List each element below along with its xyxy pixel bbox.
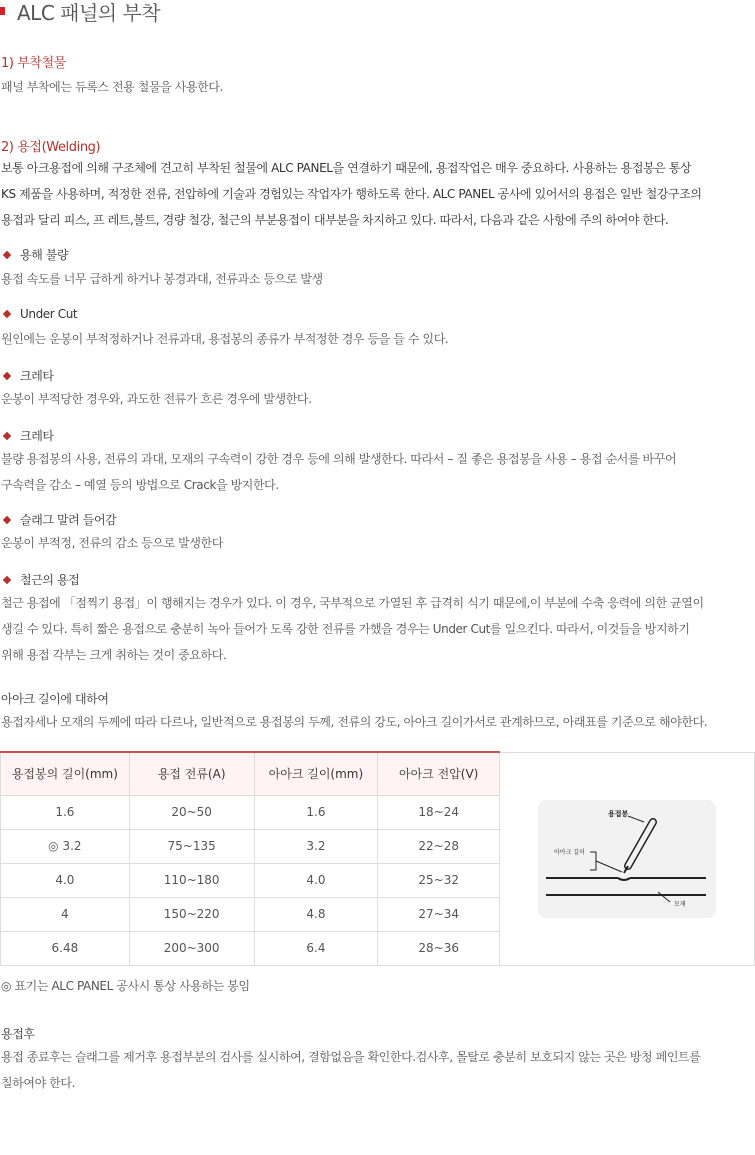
welding-diagram-figure (538, 800, 716, 918)
bullet-fusion-defect (1, 246, 68, 263)
table-header-rod-length: 용접봉의 길이(mm) (1, 752, 130, 795)
table-cell: 27~34 (378, 897, 500, 931)
welding-intro-line: 용접과 달리 피스, 프 레트,볼트, 경량 철강, 철근의 부분용접이 대부분을 차지하고 있다. 따라서, 다음과 같은 사항에 주의 하여야 한다. (1, 213, 669, 227)
section-heading-attachment-hardware: 1) 부착철물 (1, 56, 66, 71)
welding-intro-line: 보통 아크용접에 의해 구조체에 견고히 부착된 철물에 ALC PANEL을 연결하기 때문에, 용접작업은 매우 중요하다. 사용하는 용접봉은 통상 (1, 161, 692, 175)
bullet-title: 철근의 용접 (20, 573, 80, 587)
welding-diagram-cell (500, 752, 755, 965)
welding-intro (1, 155, 751, 233)
after-welding-text (1, 1044, 751, 1096)
table-cell: 6.48 (1, 931, 130, 965)
table-cell: 110~180 (129, 863, 254, 897)
bullet-title: 용해 불량 (20, 248, 69, 262)
bullet-text: 용접 속도를 너무 급하게 하거나 봉경과대, 전류과소 등으로 발생 (1, 272, 323, 286)
bullet-text: 운봉이 부적당한 경우와, 과도한 전류가 흐른 경우에 발생한다. (1, 392, 312, 406)
diamond-bullet-icon (3, 310, 11, 318)
welding-diagram (538, 800, 716, 918)
bullet-title: 크레타 (20, 429, 54, 443)
bullet-title: 크레타 (20, 369, 54, 383)
table-cell: 25~32 (378, 863, 500, 897)
table-cell: 1.6 (254, 795, 378, 829)
table-cell: 4.0 (254, 863, 378, 897)
table-cell: 18~24 (378, 795, 500, 829)
table-cell: 20~50 (129, 795, 254, 829)
after-welding-line: 용접 종료후는 슬래그를 제거후 용접부분의 검사를 실시하여, 결함없음을 확인한다.검사후, 몰탈로 충분히 보호되지 않는 곳은 방청 페인트를 (1, 1050, 701, 1064)
table-note: ◎ 표기는 ALC PANEL 공사시 통상 사용하는 봉임 (1, 979, 250, 993)
welding-intro-line: KS 제품을 사용하며, 적정한 전류, 전압하에 기술과 경험있는 작업자가 행하도록 한다. ALC PANEL 공사에 있어서의 용접은 일반 철강구조의 (1, 187, 702, 201)
bullet-text: 운봉이 부적정, 전류의 감소 등으로 발생한다 (1, 536, 223, 550)
table-cell: 150~220 (129, 897, 254, 931)
bullet-text-line: 철근 용접에 「점찍기 용접」이 행해지는 경우가 있다. 이 경우, 국부적으로 가열된 후 급격히 식기 때문에,이 부분에 수축 응력에 의한 균열이 (1, 596, 704, 610)
weld-bead (618, 878, 630, 880)
title-marker-icon (0, 7, 5, 15)
diamond-bullet-icon (3, 250, 11, 258)
bullet-title: 슬래그 말려 들어감 (20, 513, 117, 527)
table-cell: 75~135 (129, 829, 254, 863)
rod-pointer (628, 816, 644, 822)
table-cell: 28~36 (378, 931, 500, 965)
arc-pointer (596, 861, 622, 872)
table-header-current: 용접 전류(A) (129, 752, 254, 795)
bullet-text-line: 구속력을 감소 – 예열 등의 방법으로 Crack을 방지한다. (1, 478, 279, 492)
diamond-bullet-icon (3, 515, 11, 523)
bullet-text-line: 생길 수 있다. 특히 짧은 용접으로 충분히 녹아 들어가 도록 강한 전류를 가했을 경우는 Under Cut를 일으킨다. 따라서, 이것들을 방지하기 (1, 622, 690, 636)
diagram-label-arc-length: 아아크 길이 (554, 848, 585, 856)
bullet-under-cut (1, 307, 77, 321)
table-cell: 1.6 (1, 795, 130, 829)
diamond-bullet-icon (3, 371, 11, 379)
table-cell: 6.4 (254, 931, 378, 965)
bullet-crater-1 (1, 367, 54, 384)
table-cell: 4.8 (254, 897, 378, 931)
section-heading-welding: 2) 용접(Welding) (1, 140, 101, 155)
welding-spec-table (0, 751, 755, 966)
arc-length-bracket (590, 852, 596, 870)
bullet-text-line: 위해 용접 각부는 크게 취하는 것이 중요하다. (1, 648, 227, 662)
diagram-label-base: 모재 (674, 900, 686, 908)
table-cell: ◎ 3.2 (1, 829, 130, 863)
bullet-text (1, 590, 751, 668)
section-text-attachment-hardware: 패널 부착에는 듀록스 전용 철물을 사용한다. (1, 80, 223, 94)
page-title-row (0, 0, 160, 26)
table-header-arc-length: 아아크 길이(mm) (254, 752, 378, 795)
table-cell: 22~28 (378, 829, 500, 863)
diagram-label-rod: 용접봉 (608, 809, 629, 818)
table-cell: 200~300 (129, 931, 254, 965)
arc-length-text: 용접자세나 모재의 두께에 따라 다르나, 일반적으로 용접봉의 두께, 전류의 강도, 아아크 길이가서로 관계하므로, 아래표를 기준으로 해야한다. (1, 715, 708, 729)
diamond-bullet-icon (3, 575, 11, 583)
after-welding-heading: 용접후 (1, 1027, 35, 1041)
table-cell: 4.0 (1, 863, 130, 897)
diamond-bullet-icon (3, 431, 11, 439)
bullet-slag-inclusion (1, 511, 116, 528)
bullet-text: 원인에는 운봉이 부적정하거나 전류과대, 용접봉의 종류가 부적정한 경우 등을 들 수 있다. (1, 332, 449, 346)
table-header-voltage: 아아크 전압(V) (378, 752, 500, 795)
bullet-crater-2 (1, 427, 54, 444)
table-cell: 4 (1, 897, 130, 931)
bullet-text-line: 불량 용접봉의 사용, 전류의 과대, 모재의 구속력이 강한 경우 등에 의해 발생한다. 따라서 – 질 좋은 용접봉을 사용 – 용접 순서를 바꾸어 (1, 452, 677, 466)
base-pointer (658, 892, 670, 902)
arc-length-heading: 아아크 길이에 대하여 (1, 692, 109, 706)
after-welding-line: 칠하여야 한다. (1, 1076, 75, 1090)
table-header-row (1, 752, 755, 795)
bullet-rebar-welding (1, 571, 79, 588)
welding-rod-icon (624, 822, 653, 873)
bullet-text (1, 446, 751, 498)
bullet-title: Under Cut (20, 307, 78, 321)
page-title: ALC 패널의 부착 (17, 0, 161, 25)
table-cell: 3.2 (254, 829, 378, 863)
